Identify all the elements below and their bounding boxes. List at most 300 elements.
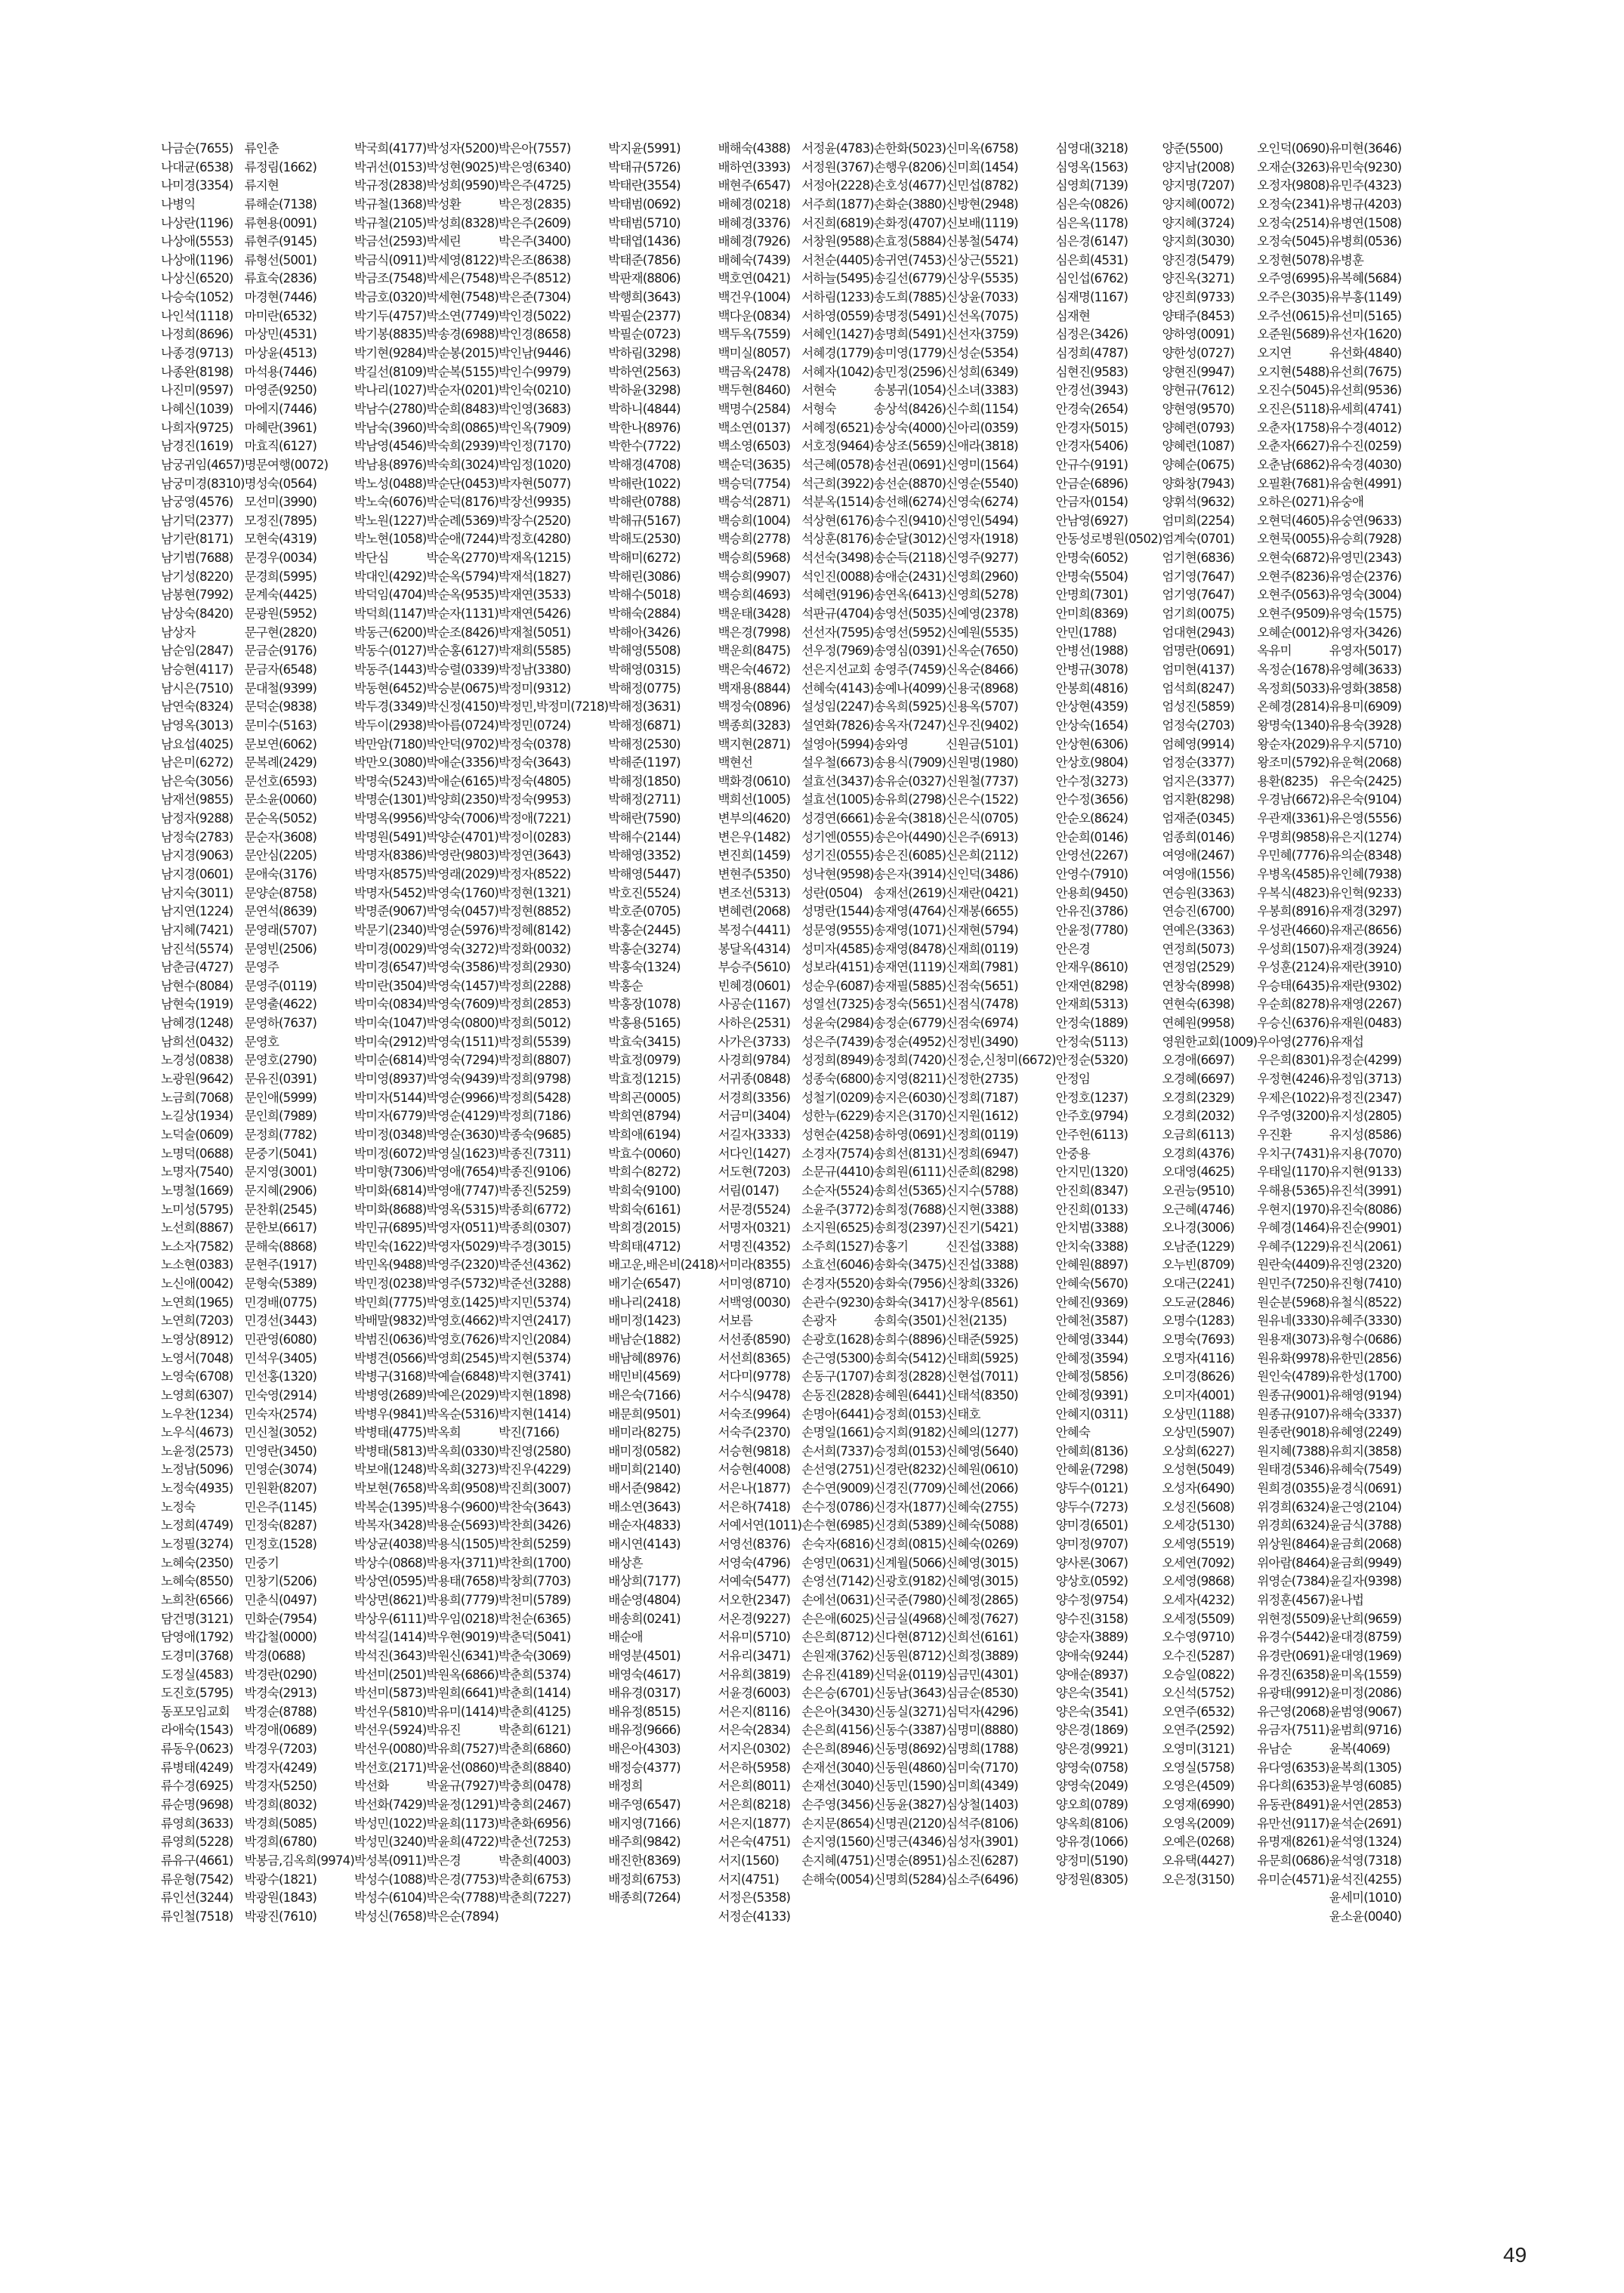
donor-name-entry: 박미화(8688) xyxy=(354,1202,427,1217)
donor-name-entry: 박태범(5710) xyxy=(608,215,681,230)
donor-name-entry: 옥정희(5033) xyxy=(1257,680,1329,696)
donor-name-entry: 양은숙(3541) xyxy=(1055,1704,1128,1719)
donor-name-entry: 문양순(8758) xyxy=(244,885,317,900)
donor-name-entry: 손지혜(4751) xyxy=(801,1853,874,1868)
donor-name-entry: 박광원(1843) xyxy=(244,1890,317,1906)
donor-name-entry: 배미라(8275) xyxy=(608,1425,681,1440)
donor-name-entry: 손명아(6441) xyxy=(801,1406,874,1421)
donor-name-entry: 박미영(8937) xyxy=(354,1072,427,1087)
donor-name-entry: 유인혁(9233) xyxy=(1329,885,1402,900)
donor-name-entry: 신동원(4860) xyxy=(873,1760,946,1775)
donor-name-entry: 박정현(8852) xyxy=(498,904,571,919)
donor-name-entry: 문영빈(2506) xyxy=(244,941,317,956)
donor-name-entry: 유지성(8586) xyxy=(1329,1127,1402,1142)
donor-name-entry: 오권능(9510) xyxy=(1162,1183,1235,1198)
donor-name-entry: 민창기(5206) xyxy=(244,1574,317,1589)
donor-name-entry: 서지(4751) xyxy=(718,1872,780,1887)
donor-name-entry: 양지혜(0072) xyxy=(1162,196,1235,211)
donor-name-entry: 윤금희(2068) xyxy=(1329,1537,1402,1552)
donor-name-entry: 신원명(1980) xyxy=(946,755,1018,770)
donor-name-entry: 박춘희(6121) xyxy=(498,1723,571,1738)
donor-name-entry: 서정아(2228) xyxy=(801,178,874,193)
donor-name-entry: 안상숙(1654) xyxy=(1055,718,1128,733)
donor-name-entry: 서귀종(0848) xyxy=(718,1072,791,1087)
donor-name-entry: 송영심(0391) xyxy=(873,643,946,659)
donor-name-entry: 백소영(6503) xyxy=(718,439,791,454)
donor-name-entry: 설우철(6673) xyxy=(801,755,874,770)
donor-name-entry: 안민(1788) xyxy=(1055,625,1116,640)
donor-name-entry: 신원철(7737) xyxy=(946,773,1018,789)
donor-name-entry: 유숭연(9633) xyxy=(1329,513,1402,528)
donor-name-entry: 신태준(5925) xyxy=(946,1332,1018,1347)
donor-name-entry: 류인선(3244) xyxy=(161,1890,233,1906)
donor-name-entry: 박송경(6988) xyxy=(426,327,499,342)
donor-name-entry: 배상흔 xyxy=(608,1555,643,1570)
donor-name-entry: 유영자(3426) xyxy=(1329,625,1402,640)
donor-name-entry: 안진희(8347) xyxy=(1055,1183,1128,1198)
donor-name-entry: 담건명(3121) xyxy=(161,1611,233,1626)
donor-name-entry: 박은경 xyxy=(426,1853,461,1868)
donor-name-entry: 송화숙(3475) xyxy=(873,1258,946,1273)
donor-name-entry: 배미희(2140) xyxy=(608,1462,681,1477)
donor-name-entry: 심현진(9583) xyxy=(1055,364,1128,379)
donor-name-entry: 남은숙(3056) xyxy=(161,773,233,789)
donor-name-entry: 신재희(0119) xyxy=(946,941,1018,956)
donor-name-entry: 오세정(5509) xyxy=(1162,1611,1235,1626)
donor-name-entry: 승정희(0153) xyxy=(873,1406,946,1421)
donor-name-entry: 성정희(8949) xyxy=(801,1053,874,1068)
donor-name-entry: 우태일(1170) xyxy=(1257,1165,1329,1180)
donor-name-entry: 노명자(7540) xyxy=(161,1165,233,1180)
donor-name-entry: 서창원(9588) xyxy=(801,234,874,249)
donor-name-entry: 민숙자(2574) xyxy=(244,1406,317,1421)
donor-name-entry: 안금자(0154) xyxy=(1055,495,1128,510)
donor-name-entry: 박선우(5924) xyxy=(354,1723,427,1738)
donor-name-entry: 용환(8235) xyxy=(1257,773,1318,789)
donor-name-entry: 노연희(1965) xyxy=(161,1295,233,1310)
donor-name-entry: 박정숙(9953) xyxy=(498,792,571,807)
donor-name-entry: 박정숙(0378) xyxy=(498,736,571,751)
donor-name-entry: 박정혜(8142) xyxy=(498,922,571,937)
donor-name-entry: 오세자(4232) xyxy=(1162,1592,1235,1607)
donor-name-entry: 박순봉(2015) xyxy=(426,346,499,361)
donor-name-entry: 박하림(3298) xyxy=(608,346,681,361)
donor-name-entry: 신동명(8692) xyxy=(873,1742,946,1757)
donor-name-entry: 도정실(4583) xyxy=(161,1667,233,1682)
donor-name-entry: 성현순(4258) xyxy=(801,1127,874,1142)
donor-name-entry: 배서준(9842) xyxy=(608,1481,681,1496)
donor-name-entry: 심석주(8106) xyxy=(946,1816,1018,1831)
donor-name-entry: 박종숙(9685) xyxy=(498,1127,571,1142)
donor-name-entry: 손수정(0786) xyxy=(801,1499,874,1514)
donor-name-entry: 심명희(1788) xyxy=(946,1742,1018,1757)
donor-name-entry: 심은경(6147) xyxy=(1055,234,1128,249)
donor-name-entry: 신지원(1612) xyxy=(946,1109,1018,1124)
donor-name-entry: 박은영(6340) xyxy=(498,159,571,174)
donor-name-entry: 노영희(6307) xyxy=(161,1387,233,1403)
donor-name-entry: 나승숙(1052) xyxy=(161,290,233,305)
donor-name-entry: 손효정(5884) xyxy=(873,234,946,249)
donor-name-entry: 신계월(5066) xyxy=(873,1555,946,1570)
donor-name-entry: 송선해(6274) xyxy=(873,495,946,510)
donor-name-entry: 박영순(9966) xyxy=(426,1090,499,1105)
donor-name-entry: 박옥희(9508) xyxy=(426,1481,499,1496)
donor-name-entry: 오주영(6995) xyxy=(1257,271,1329,286)
donor-name-entry: 박명원(5491) xyxy=(354,829,427,844)
donor-name-entry: 안경자(5015) xyxy=(1055,420,1128,435)
donor-name-entry: 문해숙(8868) xyxy=(244,1239,317,1254)
donor-name-entry: 복정수(4411) xyxy=(718,922,791,937)
donor-name-entry: 문금자(6548) xyxy=(244,662,317,677)
donor-name-entry: 심상철(1403) xyxy=(946,1798,1018,1813)
donor-name-entry: 신미희(1454) xyxy=(946,159,1018,174)
donor-name-entry: 박효정(0979) xyxy=(608,1053,681,1068)
donor-name-entry: 박미숙(1047) xyxy=(354,1016,427,1031)
donor-name-entry: 신미옥(6758) xyxy=(946,141,1018,156)
donor-name-entry: 박동수(0127) xyxy=(354,643,427,659)
donor-name-entry: 오세영(5519) xyxy=(1162,1537,1235,1552)
donor-name-entry: 송정숙(5651) xyxy=(873,997,946,1012)
donor-name-entry: 소지원(6525) xyxy=(801,1221,874,1236)
donor-name-entry: 박윤희(4722) xyxy=(426,1835,499,1850)
donor-name-entry: 신창우(8561) xyxy=(946,1295,1018,1310)
donor-name-entry: 마상민(4531) xyxy=(244,327,317,342)
donor-name-entry: 박재희(5585) xyxy=(498,643,571,659)
donor-name-entry: 서은나(1877) xyxy=(718,1481,791,1496)
donor-name-entry: 원민주(7250) xyxy=(1257,1276,1329,1292)
donor-name-entry: 박덕임(4704) xyxy=(354,588,427,603)
donor-name-entry: 박미란(3504) xyxy=(354,978,427,993)
donor-name-entry: 박병구(3168) xyxy=(354,1369,427,1384)
donor-name-entry: 박민희(7775) xyxy=(354,1295,427,1310)
donor-name-entry: 박창희(7703) xyxy=(498,1574,571,1589)
donor-name-entry: 신점숙(6974) xyxy=(946,1016,1018,1031)
donor-name-entry: 남정자(9288) xyxy=(161,811,233,826)
donor-name-entry: 신광호(9182) xyxy=(873,1574,946,1589)
donor-name-entry: 박영숙(0457) xyxy=(426,904,499,919)
donor-name-entry: 박예은(2029) xyxy=(426,1387,499,1403)
donor-name-entry: 신재란(0421) xyxy=(946,885,1018,900)
donor-name-entry: 나병익 xyxy=(161,196,196,211)
donor-name-entry: 서승현(4008) xyxy=(718,1462,791,1477)
donor-name-entry: 유근영(2068) xyxy=(1257,1704,1329,1719)
donor-name-entry: 노정숙(4935) xyxy=(161,1481,233,1496)
donor-name-entry: 안영선(2267) xyxy=(1055,848,1128,863)
donor-name-entry: 박병우(9841) xyxy=(354,1406,427,1421)
donor-name-entry: 백호연(0421) xyxy=(718,271,791,286)
donor-name-entry: 신금실(4968) xyxy=(873,1611,946,1626)
donor-name-entry: 신정빈(3490) xyxy=(946,1034,1018,1049)
donor-name-entry: 원유화(9978) xyxy=(1257,1350,1329,1366)
donor-name-entry: 배현주(6547) xyxy=(718,178,791,193)
donor-name-entry: 안병규(3078) xyxy=(1055,662,1128,677)
name-column xyxy=(245,140,354,2164)
donor-name-entry: 신태호 xyxy=(946,1406,980,1421)
donor-name-entry: 오수영(9710) xyxy=(1162,1630,1235,1645)
donor-name-entry: 나대균(6538) xyxy=(161,159,233,174)
donor-name-entry: 도진호(5795) xyxy=(161,1686,233,1701)
donor-name-entry: 노연희(7203) xyxy=(161,1313,233,1329)
donor-name-entry: 박은조(8638) xyxy=(498,252,571,267)
donor-name-entry: 소경자(7574) xyxy=(801,1146,874,1161)
name-column xyxy=(946,140,1055,2164)
donor-name-entry: 심소진(6287) xyxy=(946,1853,1018,1868)
donor-name-entry: 박효수(0060) xyxy=(608,1146,681,1161)
donor-name-entry: 배소연(3643) xyxy=(608,1499,681,1514)
donor-name-entry: 유진영(2320) xyxy=(1329,1258,1402,1273)
donor-name-entry: 손재선(3040) xyxy=(801,1779,874,1794)
donor-name-entry: 박미화(6814) xyxy=(354,1183,427,1198)
donor-name-entry: 송수진(9410) xyxy=(873,513,946,528)
donor-name-entry: 서하늘(5495) xyxy=(801,271,874,286)
name-column xyxy=(1056,140,1162,2164)
donor-name-entry: 박춘희(5374) xyxy=(498,1667,571,1682)
donor-name-entry: 민신철(3052) xyxy=(244,1425,317,1440)
donor-name-entry: 문미수(5163) xyxy=(244,718,317,733)
donor-name-entry: 오남준(1229) xyxy=(1162,1239,1235,1254)
donor-name-entry: 배혜경(3376) xyxy=(718,215,791,230)
donor-name-entry: 박정희(2930) xyxy=(498,960,571,975)
donor-name-entry: 배유정(9666) xyxy=(608,1723,681,1738)
donor-name-entry: 심영대(3218) xyxy=(1055,141,1128,156)
donor-name-entry: 서유미(5710) xyxy=(718,1630,791,1645)
donor-name-entry: 양혜순(0675) xyxy=(1162,457,1235,472)
donor-name-entry: 도경미(3768) xyxy=(161,1648,233,1663)
donor-name-entry: 석판규(4704) xyxy=(801,606,874,622)
donor-name-entry: 안봉희(4816) xyxy=(1055,680,1128,696)
donor-name-entry: 노소현(0383) xyxy=(161,1258,233,1273)
donor-name-entry: 박해영(5508) xyxy=(608,643,681,659)
donor-name-entry: 배혜경(7926) xyxy=(718,234,791,249)
donor-name-entry: 남기덕(2377) xyxy=(161,513,233,528)
donor-name-entry: 신용국(8968) xyxy=(946,680,1018,696)
donor-name-entry: 박영주(2320) xyxy=(426,1258,499,1273)
donor-name-entry: 박규철(2105) xyxy=(354,215,427,230)
donor-name-entry: 유혜주(3330) xyxy=(1329,1313,1402,1329)
donor-name-entry: 민경배(0775) xyxy=(244,1295,317,1310)
donor-name-entry: 손화정(4707) xyxy=(873,215,946,230)
donor-name-entry: 엄계숙(0701) xyxy=(1162,532,1235,547)
donor-name-entry: 박성복(0911) xyxy=(354,1853,427,1868)
donor-name-entry: 박상연(0595) xyxy=(354,1574,427,1589)
donor-name-entry: 서형숙 xyxy=(801,401,836,416)
donor-name-entry: 신지현(3388) xyxy=(946,1202,1018,1217)
donor-name-entry: 변현주(5350) xyxy=(718,866,791,881)
donor-name-entry: 유정진(2347) xyxy=(1329,1090,1402,1105)
donor-name-entry: 양미경(6501) xyxy=(1055,1518,1128,1533)
donor-name-entry: 유영숙(3004) xyxy=(1329,588,1402,603)
donor-name-entry: 석분옥(1514) xyxy=(801,495,874,510)
donor-name-entry: 유인혜(7938) xyxy=(1329,866,1402,881)
donor-name-entry: 박순홍(6127) xyxy=(426,643,499,659)
donor-name-entry: 양지남(2008) xyxy=(1162,159,1235,174)
donor-name-entry: 박정애(7221) xyxy=(498,811,571,826)
donor-name-entry: 박정숙(4805) xyxy=(498,773,571,789)
donor-name-entry: 안상현(4359) xyxy=(1055,699,1128,714)
donor-name-entry: 박영숙(9439) xyxy=(426,1072,499,1087)
donor-name-entry: 박순조(8426) xyxy=(426,625,499,640)
donor-name-entry: 우순희(8278) xyxy=(1257,997,1329,1012)
donor-name-entry: 왕순자(2029) xyxy=(1257,736,1329,751)
donor-name-entry: 백은경(7998) xyxy=(718,625,791,640)
donor-name-entry: 배은숙(7166) xyxy=(608,1387,681,1403)
donor-name-entry: 심은옥(1178) xyxy=(1055,215,1128,230)
donor-name-entry: 박진희(3007) xyxy=(498,1481,571,1496)
donor-name-entry: 박민옥(9488) xyxy=(354,1258,427,1273)
donor-name-entry: 오나경(3006) xyxy=(1162,1221,1235,1236)
donor-name-entry: 박인영(3683) xyxy=(498,401,571,416)
donor-name-entry: 신아리(0359) xyxy=(946,420,1018,435)
donor-name-entry: 문복례(2429) xyxy=(244,755,317,770)
donor-name-entry: 박천미(5789) xyxy=(498,1592,571,1607)
donor-name-entry: 박선호(2171) xyxy=(354,1760,427,1775)
donor-name-entry: 박안덕(9702) xyxy=(426,736,499,751)
donor-name-entry: 마영준(9250) xyxy=(244,383,317,398)
donor-name-entry: 양화창(7943) xyxy=(1162,476,1235,491)
donor-name-entry: 손선영(2751) xyxy=(801,1462,874,1477)
donor-name-entry: 유병훈 xyxy=(1329,252,1364,267)
donor-name-entry: 박효정(1215) xyxy=(608,1072,681,1087)
donor-name-entry: 오수진(5287) xyxy=(1162,1648,1235,1663)
donor-name-entry: 박찬숙(3643) xyxy=(498,1499,571,1514)
donor-name-entry: 안상호(9804) xyxy=(1055,755,1128,770)
donor-name-entry: 성열선(7325) xyxy=(801,997,874,1012)
donor-name-entry: 선은지선교회 xyxy=(801,662,871,677)
donor-name-entry: 민정호(1528) xyxy=(244,1537,317,1552)
donor-name-entry: 동포모임교회 xyxy=(161,1704,230,1719)
donor-name-entry: 설연화(7826) xyxy=(801,718,874,733)
donor-name-entry: 신선자(3759) xyxy=(946,327,1018,342)
donor-name-entry: 오진은(5118) xyxy=(1257,401,1329,416)
donor-name-entry: 박해아(3426) xyxy=(608,625,681,640)
donor-name-entry: 박효숙(3415) xyxy=(608,1034,681,1049)
donor-name-entry: 박재석(1827) xyxy=(498,569,571,584)
donor-name-entry: 서길자(3333) xyxy=(718,1127,791,1142)
donor-name-entry: 나상애(5553) xyxy=(161,234,233,249)
donor-name-entry: 백소연(0137) xyxy=(718,420,791,435)
donor-name-entry: 마미란(6532) xyxy=(244,308,317,323)
donor-name-entry: 손근영(5300) xyxy=(801,1350,874,1366)
donor-name-entry: 소순자(5524) xyxy=(801,1183,874,1198)
donor-name-entry: 송상석(8426) xyxy=(873,401,946,416)
donor-name-entry: 오세연(7092) xyxy=(1162,1555,1235,1570)
donor-name-entry: 박미정(0348) xyxy=(354,1127,427,1142)
donor-name-entry: 석근혜(0578) xyxy=(801,457,874,472)
donor-name-entry: 배정희 xyxy=(608,1779,643,1794)
donor-name-entry: 박영숙(0800) xyxy=(426,1016,499,1031)
donor-name-entry: 윤석영(7318) xyxy=(1329,1853,1402,1868)
donor-name-entry: 양은숙(3541) xyxy=(1055,1686,1128,1701)
donor-name-entry: 박유진 xyxy=(426,1723,461,1738)
donor-name-entry: 유해숙(3337) xyxy=(1329,1406,1402,1421)
donor-name-entry: 양혜련(1087) xyxy=(1162,439,1235,454)
donor-name-entry: 노소자(7582) xyxy=(161,1239,233,1254)
donor-name-entry: 오명숙(7693) xyxy=(1162,1332,1235,1347)
donor-name-entry: 남혜경(1248) xyxy=(161,1016,233,1031)
donor-name-entry: 윤서연(2853) xyxy=(1329,1798,1402,1813)
name-column xyxy=(426,140,498,2164)
donor-name-entry: 우주영(3200) xyxy=(1257,1109,1329,1124)
donor-name-entry: 문지혜(2906) xyxy=(244,1183,317,1198)
donor-name-entry: 오춘자(1758) xyxy=(1257,420,1329,435)
donor-name-entry: 왕조미(5792) xyxy=(1257,755,1329,770)
donor-name-entry: 박진(7166) xyxy=(498,1425,560,1440)
name-column xyxy=(718,140,802,2164)
donor-name-entry: 박정민,박정미(7218) xyxy=(498,699,609,714)
donor-name-entry: 박광진(7610) xyxy=(244,1909,317,1924)
donor-name-entry: 유희지(3858) xyxy=(1329,1443,1402,1458)
donor-name-entry: 엄미희(2254) xyxy=(1162,513,1235,528)
donor-name-entry: 오춘자(6627) xyxy=(1257,439,1329,454)
donor-name-entry: 오현덕(4605) xyxy=(1257,513,1329,528)
donor-name-entry: 박명준(9067) xyxy=(354,904,427,919)
donor-name-entry: 유진석(3991) xyxy=(1329,1183,1402,1198)
donor-name-entry: 박명자(5452) xyxy=(354,885,427,900)
donor-name-entry: 박영자(5029) xyxy=(426,1239,499,1254)
donor-name-entry: 신상윤(7033) xyxy=(946,290,1018,305)
donor-name-entry: 서하영(0559) xyxy=(801,308,874,323)
donor-name-entry: 배순영(4804) xyxy=(608,1592,681,1607)
donor-name-entry: 박경희(5085) xyxy=(244,1816,317,1831)
donor-name-entry: 백종희(3283) xyxy=(718,718,791,733)
donor-name-entry: 오성진(5608) xyxy=(1162,1499,1235,1514)
donor-name-entry: 마석용(7446) xyxy=(244,364,317,379)
donor-name-entry: 우경남(6672) xyxy=(1257,792,1329,807)
donor-name-entry: 박은주(3400) xyxy=(498,234,571,249)
donor-name-entry: 선선자(7595) xyxy=(801,625,874,640)
donor-name-entry: 백승석(2871) xyxy=(718,495,791,510)
donor-name-entry: 유우지(5710) xyxy=(1329,736,1402,751)
donor-name-entry: 옥유미 xyxy=(1257,643,1292,659)
donor-name-entry: 박금호(0320) xyxy=(354,290,427,305)
donor-name-entry: 박범진(0636) xyxy=(354,1332,427,1347)
donor-name-entry: 원순분(5968) xyxy=(1257,1295,1329,1310)
donor-name-entry: 박병견(0566) xyxy=(354,1350,427,1366)
donor-name-entry: 박인정(7170) xyxy=(498,439,571,454)
donor-name-entry: 박명옥(9956) xyxy=(354,811,427,826)
donor-name-entry: 박만암(7180) xyxy=(354,736,427,751)
donor-name-entry: 문보연(6062) xyxy=(244,736,317,751)
donor-name-entry: 유은지(1274) xyxy=(1329,829,1402,844)
donor-name-entry: 문영호(2790) xyxy=(244,1053,317,1068)
donor-name-entry: 박봉금,김옥희(9974) xyxy=(244,1853,354,1868)
donor-name-entry: 서현숙 xyxy=(801,383,836,398)
donor-name-entry: 신우진(9402) xyxy=(946,718,1018,733)
donor-name-entry: 박영순(4129) xyxy=(426,1109,499,1124)
name-column xyxy=(1257,140,1329,2164)
donor-name-entry: 박용자(3711) xyxy=(426,1555,499,1570)
donor-name-entry: 안미희(8369) xyxy=(1055,606,1128,622)
donor-name-entry: 심덕자(4296) xyxy=(946,1704,1018,1719)
donor-name-entry: 양지명(7207) xyxy=(1162,178,1235,193)
donor-name-entry: 신창희(3326) xyxy=(946,1276,1018,1292)
donor-name-entry: 박지현(1414) xyxy=(498,1406,571,1421)
donor-name-entry: 남지경(9063) xyxy=(161,848,233,863)
donor-name-entry: 승정희(0153) xyxy=(873,1443,946,1458)
donor-name-entry: 오정숙(2341) xyxy=(1257,196,1329,211)
donor-name-entry: 박지현(5374) xyxy=(498,1350,571,1366)
donor-name-entry: 오성현(5049) xyxy=(1162,1462,1235,1477)
donor-name-entry: 박동현(6452) xyxy=(354,680,427,696)
donor-name-entry: 유병규(4203) xyxy=(1329,196,1402,211)
donor-name-entry: 박정현(1321) xyxy=(498,885,571,900)
donor-name-entry: 박종진(5259) xyxy=(498,1183,571,1198)
donor-name-entry: 박은경(7753) xyxy=(426,1872,499,1887)
donor-name-entry: 신정순,신청미(6672) xyxy=(946,1053,1056,1068)
donor-name-entry: 유민숙(9230) xyxy=(1329,159,1402,174)
donor-name-entry: 안명숙(6052) xyxy=(1055,551,1128,566)
donor-name-entry: 박명자(8386) xyxy=(354,848,427,863)
